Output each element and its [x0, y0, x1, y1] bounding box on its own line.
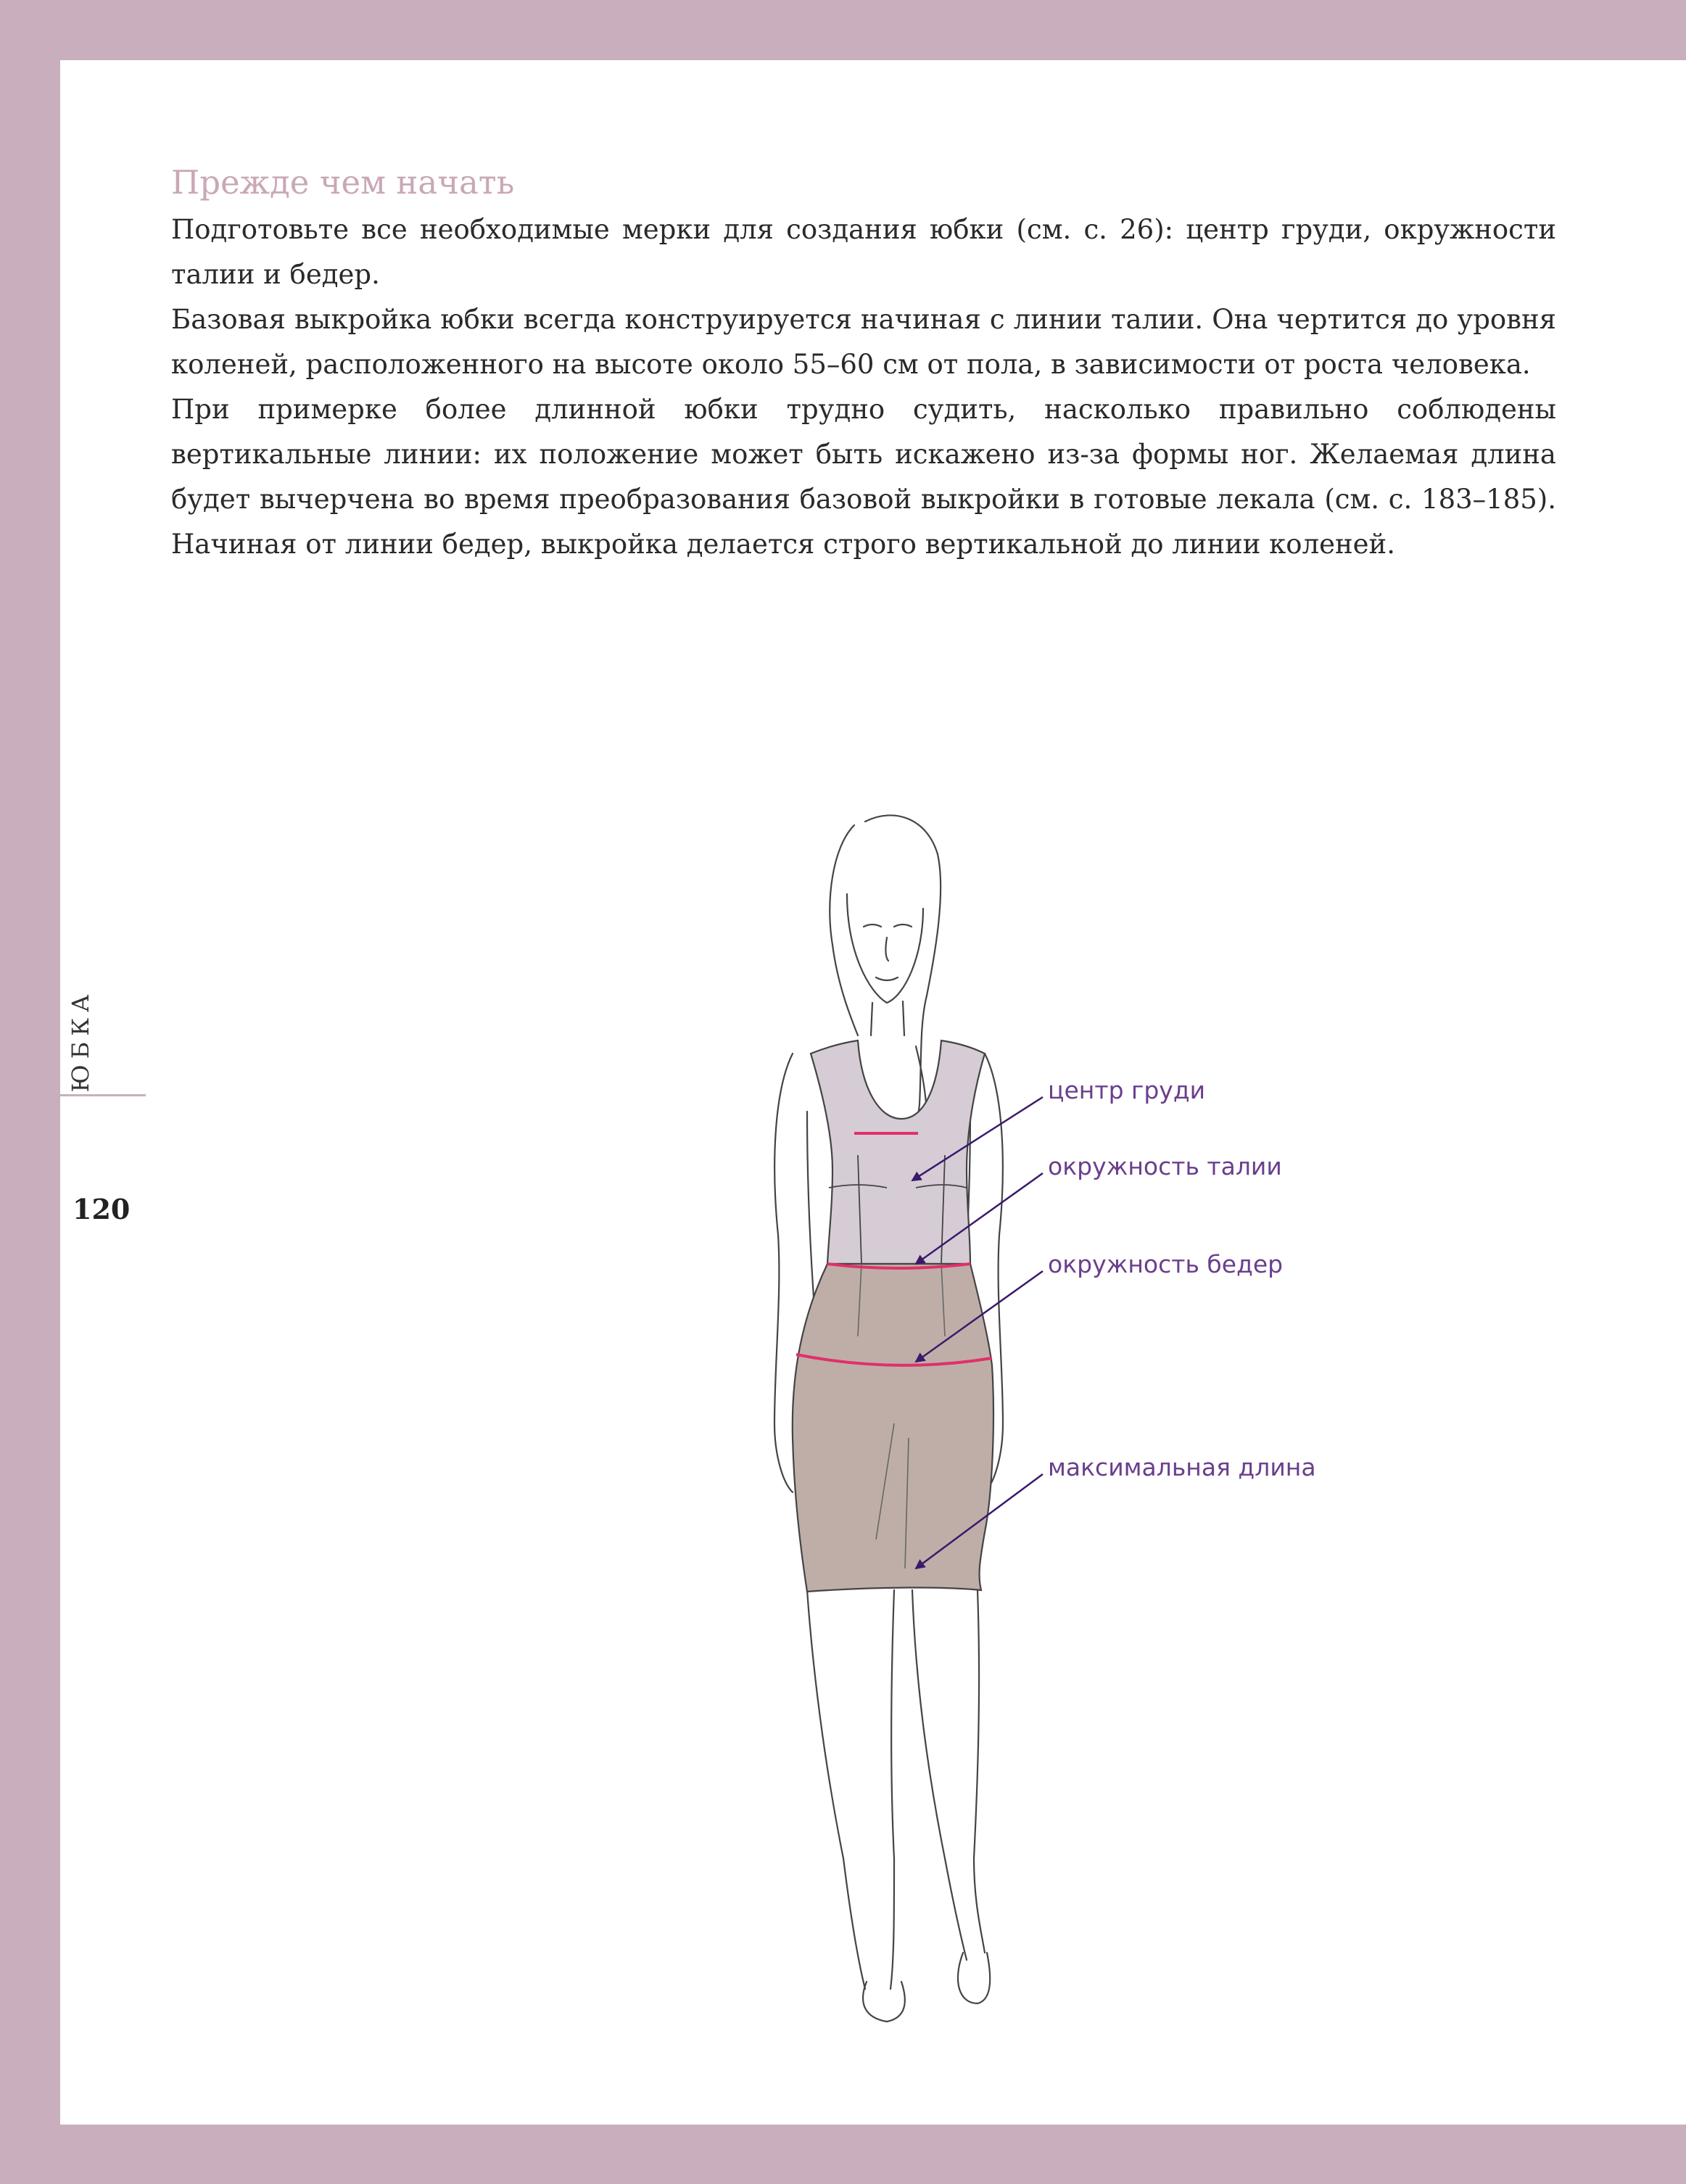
callout-waist: окружность талии	[1048, 1152, 1282, 1180]
neck	[871, 1001, 904, 1035]
paragraph-1: Подготовьте все необходимые мерки для создания юбки (см. с. 26): центр груди, окружности талии и бедер.	[171, 214, 1556, 290]
right-leg	[912, 1590, 967, 1960]
left-leg	[807, 1590, 865, 1989]
left-arm	[774, 1054, 793, 1492]
page	[60, 60, 1686, 2125]
left-leg-inner	[890, 1590, 894, 1989]
mouth	[876, 977, 898, 980]
nose	[885, 938, 888, 961]
fashion-figure-illustration	[60, 60, 1686, 2125]
right-shoe	[958, 1953, 990, 2003]
chapter-side-label: ЮБКА	[67, 988, 94, 1093]
left-arm-inner	[807, 1112, 814, 1307]
paragraph-2: Базовая выкройка юбки всегда конструируется начиная с линии талии. Она чертится до уровня коленей, расположенного на высоте около 55–60 см от пола, в зависимости от роста человека.	[171, 304, 1556, 380]
page-number: 120	[73, 1193, 131, 1225]
bodice	[811, 1041, 985, 1264]
section-heading: Прежде чем начать	[171, 163, 515, 202]
eyes	[864, 925, 912, 927]
callout-bust-center: центр груди	[1048, 1076, 1206, 1104]
callout-hips: окружность бедер	[1048, 1250, 1284, 1278]
right-leg-outer	[974, 1590, 985, 1953]
left-shoe	[863, 1982, 905, 2022]
paragraph-3: При примерке более длинной юбки трудно судить, насколько правильно соблюдены вертикальные линии: их положение может быть искажено из-за формы ног. Желаемая длина будет вычерчена во время преобразования базовой выкройки в готовые лекала (см. с. 183–185). Начиная от линии бедер, выкройка делается строго вертикальной до линии коленей.	[171, 394, 1556, 560]
callout-max-length: максимальная длина	[1048, 1453, 1316, 1481]
